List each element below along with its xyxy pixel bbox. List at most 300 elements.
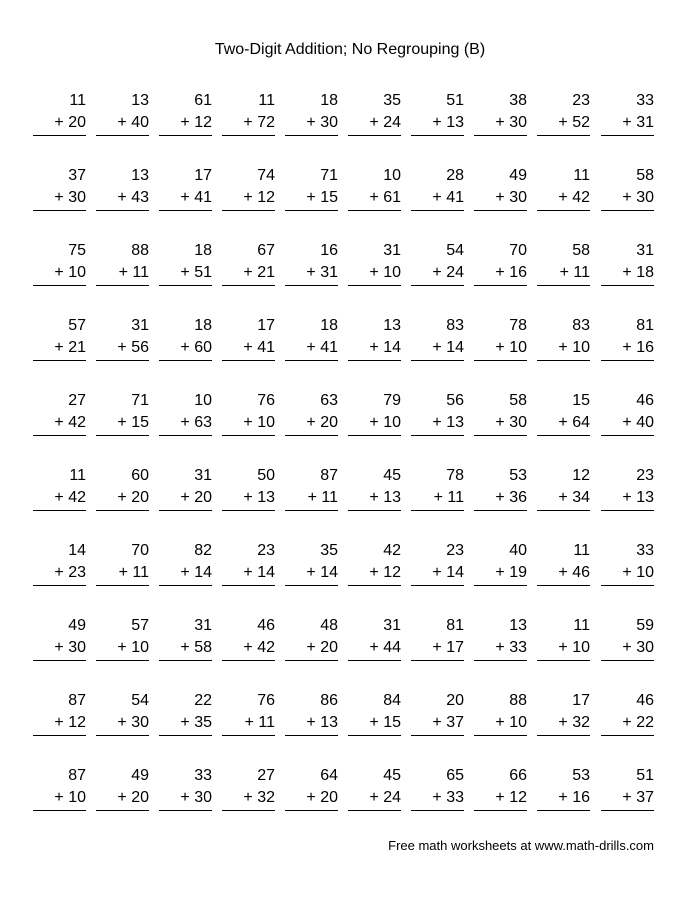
sum-line <box>285 435 338 436</box>
addend-bottom: + 13 <box>369 489 401 506</box>
addend-top: 45 <box>383 467 401 484</box>
addend-bottom: + 30 <box>306 114 338 131</box>
addition-problem <box>471 166 527 211</box>
addend-top: 53 <box>572 767 590 784</box>
sum-line <box>601 360 654 361</box>
addition-problem <box>282 691 338 736</box>
addend-top: 57 <box>131 617 149 634</box>
addition-problem <box>219 766 275 811</box>
sum-line <box>285 810 338 811</box>
addition-problem <box>598 466 654 511</box>
addition-problem <box>345 616 401 661</box>
addition-problem <box>408 166 464 211</box>
addend-top: 16 <box>320 242 338 259</box>
addend-bottom: + 12 <box>243 189 275 206</box>
addend-top: 42 <box>383 542 401 559</box>
addend-bottom: + 33 <box>432 789 464 806</box>
addend-top: 46 <box>636 392 654 409</box>
addend-bottom: + 13 <box>432 414 464 431</box>
addend-top: 31 <box>636 242 654 259</box>
sum-line <box>601 135 654 136</box>
addition-problem <box>93 541 149 586</box>
addend-top: 13 <box>131 92 149 109</box>
addend-top: 11 <box>69 92 86 109</box>
addend-top: 70 <box>131 542 149 559</box>
addition-problem <box>534 691 590 736</box>
addend-bottom: + 11 <box>118 264 149 281</box>
addend-bottom: + 41 <box>243 339 275 356</box>
addend-bottom: + 64 <box>558 414 590 431</box>
addend-bottom: + 24 <box>369 114 401 131</box>
addend-top: 11 <box>69 467 86 484</box>
addend-top: 49 <box>68 617 86 634</box>
addition-problem <box>345 316 401 361</box>
addend-top: 88 <box>509 692 527 709</box>
addend-bottom: + 58 <box>180 639 212 656</box>
addend-top: 81 <box>636 317 654 334</box>
addend-bottom: + 56 <box>117 339 149 356</box>
sum-line <box>96 210 149 211</box>
sum-line <box>222 735 275 736</box>
addend-top: 18 <box>194 242 212 259</box>
addend-bottom: + 30 <box>622 189 654 206</box>
addition-problem <box>156 691 212 736</box>
sum-line <box>348 435 401 436</box>
sum-line <box>222 810 275 811</box>
addend-bottom: + 10 <box>369 414 401 431</box>
addend-bottom: + 10 <box>369 264 401 281</box>
addend-top: 59 <box>636 617 654 634</box>
sum-line <box>601 585 654 586</box>
addend-top: 66 <box>509 767 527 784</box>
addend-bottom: + 30 <box>54 189 86 206</box>
addition-problem <box>408 691 464 736</box>
addition-problem <box>408 466 464 511</box>
addend-top: 37 <box>68 167 86 184</box>
addend-bottom: + 17 <box>432 639 464 656</box>
addend-bottom: + 20 <box>306 639 338 656</box>
addition-problem <box>534 91 590 136</box>
page-title: Two-Digit Addition; No Regrouping (B) <box>214 41 486 58</box>
addend-bottom: + 10 <box>243 414 275 431</box>
sum-line <box>411 135 464 136</box>
sum-line <box>474 360 527 361</box>
addend-top: 67 <box>257 242 275 259</box>
addend-bottom: + 10 <box>558 339 590 356</box>
addition-problem <box>219 166 275 211</box>
sum-line <box>96 660 149 661</box>
addend-top: 20 <box>446 692 464 709</box>
addend-bottom: + 43 <box>117 189 149 206</box>
addition-problem <box>282 91 338 136</box>
sum-line <box>601 510 654 511</box>
addend-bottom: + 33 <box>495 639 527 656</box>
addition-problem <box>219 541 275 586</box>
addend-top: 13 <box>383 317 401 334</box>
sum-line <box>537 210 590 211</box>
addend-top: 35 <box>383 92 401 109</box>
sum-line <box>96 285 149 286</box>
addend-bottom: + 10 <box>558 639 590 656</box>
addition-problem <box>282 541 338 586</box>
addend-bottom: + 32 <box>243 789 275 806</box>
problem-grid <box>0 91 700 841</box>
addition-problem <box>534 616 590 661</box>
sum-line <box>159 660 212 661</box>
addend-bottom: + 14 <box>369 339 401 356</box>
addend-top: 45 <box>383 767 401 784</box>
sum-line <box>474 510 527 511</box>
addend-top: 79 <box>383 392 401 409</box>
sum-line <box>537 135 590 136</box>
addition-problem <box>30 541 86 586</box>
sum-line <box>159 435 212 436</box>
addend-top: 50 <box>257 467 275 484</box>
addition-problem <box>471 541 527 586</box>
addend-bottom: + 11 <box>307 489 338 506</box>
addend-top: 33 <box>194 767 212 784</box>
addend-top: 61 <box>194 92 212 109</box>
sum-line <box>285 285 338 286</box>
sum-line <box>348 360 401 361</box>
sum-line <box>222 660 275 661</box>
addend-bottom: + 42 <box>558 189 590 206</box>
addition-problem <box>156 541 212 586</box>
sum-line <box>96 360 149 361</box>
sum-line <box>96 435 149 436</box>
addend-bottom: + 10 <box>54 789 86 806</box>
problem-row <box>0 541 700 616</box>
addition-problem <box>598 241 654 286</box>
addend-bottom: + 52 <box>558 114 590 131</box>
addition-problem <box>30 91 86 136</box>
addend-bottom: + 18 <box>622 264 654 281</box>
sum-line <box>285 735 338 736</box>
addition-problem <box>30 766 86 811</box>
addend-bottom: + 30 <box>495 414 527 431</box>
addend-bottom: + 16 <box>495 264 527 281</box>
addend-bottom: + 12 <box>369 564 401 581</box>
addition-problem <box>219 316 275 361</box>
addition-problem <box>30 616 86 661</box>
addend-top: 11 <box>573 167 590 184</box>
problem-row <box>0 91 700 166</box>
problem-row <box>0 616 700 691</box>
addition-problem <box>93 616 149 661</box>
addend-bottom: + 14 <box>432 339 464 356</box>
addend-top: 13 <box>131 167 149 184</box>
addition-problem <box>408 316 464 361</box>
addition-problem <box>534 166 590 211</box>
addition-problem <box>30 166 86 211</box>
addend-top: 31 <box>194 467 212 484</box>
problem-row <box>0 466 700 541</box>
addition-problem <box>534 316 590 361</box>
addend-top: 17 <box>194 167 212 184</box>
sum-line <box>33 210 86 211</box>
addend-bottom: + 16 <box>622 339 654 356</box>
sum-line <box>285 360 338 361</box>
sum-line <box>348 510 401 511</box>
addend-top: 74 <box>257 167 275 184</box>
addition-problem <box>345 766 401 811</box>
addend-bottom: + 23 <box>54 564 86 581</box>
addend-bottom: + 20 <box>54 114 86 131</box>
addend-bottom: + 61 <box>369 189 401 206</box>
addend-bottom: + 37 <box>432 714 464 731</box>
addend-top: 11 <box>258 92 275 109</box>
sum-line <box>96 135 149 136</box>
addend-top: 70 <box>509 242 527 259</box>
addend-top: 75 <box>68 242 86 259</box>
addend-bottom: + 11 <box>559 264 590 281</box>
addend-top: 18 <box>320 317 338 334</box>
addend-top: 22 <box>194 692 212 709</box>
addition-problem <box>345 391 401 436</box>
problem-row <box>0 241 700 316</box>
addition-problem <box>156 466 212 511</box>
sum-line <box>537 660 590 661</box>
addend-top: 58 <box>509 392 527 409</box>
sum-line <box>33 360 86 361</box>
addition-problem <box>408 766 464 811</box>
addition-problem <box>534 541 590 586</box>
addend-top: 17 <box>572 692 590 709</box>
addend-bottom: + 24 <box>432 264 464 281</box>
addition-problem <box>408 541 464 586</box>
addend-top: 17 <box>257 317 275 334</box>
sum-line <box>601 210 654 211</box>
addition-problem <box>93 316 149 361</box>
addend-bottom: + 72 <box>243 114 275 131</box>
addition-problem <box>30 466 86 511</box>
addend-top: 60 <box>131 467 149 484</box>
addend-top: 31 <box>383 617 401 634</box>
addition-problem <box>93 91 149 136</box>
sum-line <box>222 360 275 361</box>
addition-problem <box>282 766 338 811</box>
addend-top: 48 <box>320 617 338 634</box>
sum-line <box>348 810 401 811</box>
addend-bottom: + 11 <box>118 564 149 581</box>
addition-problem <box>156 766 212 811</box>
addend-bottom: + 10 <box>117 639 149 656</box>
problem-row <box>0 166 700 241</box>
addend-bottom: + 21 <box>54 339 86 356</box>
addend-bottom: + 20 <box>117 489 149 506</box>
sum-line <box>285 135 338 136</box>
addend-bottom: + 12 <box>180 114 212 131</box>
addition-problem <box>534 391 590 436</box>
addend-bottom: + 11 <box>244 714 275 731</box>
addend-top: 87 <box>320 467 338 484</box>
addend-bottom: + 13 <box>306 714 338 731</box>
addition-problem <box>408 391 464 436</box>
addend-bottom: + 63 <box>180 414 212 431</box>
addend-bottom: + 19 <box>495 564 527 581</box>
addition-problem <box>30 241 86 286</box>
sum-line <box>474 735 527 736</box>
sum-line <box>33 135 86 136</box>
sum-line <box>96 585 149 586</box>
addend-bottom: + 22 <box>622 714 654 731</box>
addend-bottom: + 30 <box>622 639 654 656</box>
problem-row <box>0 391 700 466</box>
addend-bottom: + 24 <box>369 789 401 806</box>
addition-problem <box>93 391 149 436</box>
addition-problem <box>282 241 338 286</box>
addend-top: 31 <box>383 242 401 259</box>
addition-problem <box>598 691 654 736</box>
sum-line <box>33 510 86 511</box>
addition-problem <box>219 391 275 436</box>
sum-line <box>96 510 149 511</box>
sum-line <box>474 585 527 586</box>
addend-bottom: + 21 <box>243 264 275 281</box>
sum-line <box>537 510 590 511</box>
addition-problem <box>471 316 527 361</box>
addend-bottom: + 10 <box>495 714 527 731</box>
sum-line <box>411 735 464 736</box>
problem-row <box>0 691 700 766</box>
sum-line <box>348 285 401 286</box>
sum-line <box>601 285 654 286</box>
addition-problem <box>345 91 401 136</box>
addend-top: 63 <box>320 392 338 409</box>
sum-line <box>96 735 149 736</box>
sum-line <box>348 135 401 136</box>
addend-top: 83 <box>446 317 464 334</box>
addend-top: 65 <box>446 767 464 784</box>
sum-line <box>222 210 275 211</box>
addition-problem <box>408 241 464 286</box>
addition-problem <box>156 391 212 436</box>
addend-top: 23 <box>257 542 275 559</box>
addend-top: 51 <box>446 92 464 109</box>
addend-top: 11 <box>573 542 590 559</box>
addend-top: 40 <box>509 542 527 559</box>
addend-top: 81 <box>446 617 464 634</box>
addition-problem <box>534 766 590 811</box>
addend-top: 35 <box>320 542 338 559</box>
addend-top: 13 <box>509 617 527 634</box>
addend-bottom: + 16 <box>558 789 590 806</box>
addition-problem <box>219 691 275 736</box>
sum-line <box>411 360 464 361</box>
sum-line <box>411 435 464 436</box>
addition-problem <box>345 241 401 286</box>
addend-bottom: + 36 <box>495 489 527 506</box>
addend-top: 64 <box>320 767 338 784</box>
sum-line <box>348 735 401 736</box>
addend-top: 83 <box>572 317 590 334</box>
addend-top: 58 <box>572 242 590 259</box>
addend-top: 33 <box>636 542 654 559</box>
addend-top: 71 <box>131 392 149 409</box>
addend-bottom: + 46 <box>558 564 590 581</box>
addend-top: 76 <box>257 692 275 709</box>
addend-bottom: + 15 <box>117 414 149 431</box>
addend-bottom: + 10 <box>54 264 86 281</box>
addend-top: 71 <box>320 167 338 184</box>
addition-problem <box>471 466 527 511</box>
addend-top: 76 <box>257 392 275 409</box>
addend-bottom: + 42 <box>54 489 86 506</box>
addend-bottom: + 30 <box>495 114 527 131</box>
addition-problem <box>598 91 654 136</box>
addend-bottom: + 37 <box>622 789 654 806</box>
addition-problem <box>219 466 275 511</box>
sum-line <box>601 810 654 811</box>
sum-line <box>96 810 149 811</box>
addend-bottom: + 15 <box>306 189 338 206</box>
sum-line <box>601 435 654 436</box>
addend-bottom: + 14 <box>243 564 275 581</box>
sum-line <box>285 210 338 211</box>
addend-top: 54 <box>446 242 464 259</box>
addition-problem <box>282 466 338 511</box>
sum-line <box>474 810 527 811</box>
addend-top: 23 <box>572 92 590 109</box>
sum-line <box>348 585 401 586</box>
sum-line <box>411 510 464 511</box>
sum-line <box>222 435 275 436</box>
addition-problem <box>30 316 86 361</box>
addend-top: 28 <box>446 167 464 184</box>
addend-top: 31 <box>131 317 149 334</box>
addend-top: 18 <box>320 92 338 109</box>
sum-line <box>474 660 527 661</box>
footer-text: Free math worksheets at www.math-drills.com <box>388 838 654 853</box>
addend-top: 49 <box>131 767 149 784</box>
addend-bottom: + 14 <box>306 564 338 581</box>
addition-problem <box>219 616 275 661</box>
addition-problem <box>598 166 654 211</box>
addend-bottom: + 30 <box>180 789 212 806</box>
addend-top: 49 <box>509 167 527 184</box>
sum-line <box>33 585 86 586</box>
addition-problem <box>598 316 654 361</box>
addition-problem <box>93 466 149 511</box>
sum-line <box>285 510 338 511</box>
addend-bottom: + 12 <box>54 714 86 731</box>
addend-top: 78 <box>509 317 527 334</box>
sum-line <box>537 585 590 586</box>
addend-bottom: + 13 <box>622 489 654 506</box>
addend-bottom: + 51 <box>180 264 212 281</box>
addend-bottom: + 40 <box>117 114 149 131</box>
sum-line <box>159 360 212 361</box>
addition-problem <box>156 316 212 361</box>
addition-problem <box>408 616 464 661</box>
addend-bottom: + 41 <box>432 189 464 206</box>
sum-line <box>222 135 275 136</box>
sum-line <box>33 285 86 286</box>
addition-problem <box>471 241 527 286</box>
addition-problem <box>282 166 338 211</box>
addend-bottom: + 41 <box>180 189 212 206</box>
addend-top: 23 <box>446 542 464 559</box>
addend-top: 11 <box>573 617 590 634</box>
sum-line <box>348 210 401 211</box>
addend-bottom: + 40 <box>622 414 654 431</box>
sum-line <box>411 810 464 811</box>
addition-problem <box>598 541 654 586</box>
addend-top: 38 <box>509 92 527 109</box>
sum-line <box>411 285 464 286</box>
addend-bottom: + 44 <box>369 639 401 656</box>
addition-problem <box>93 766 149 811</box>
